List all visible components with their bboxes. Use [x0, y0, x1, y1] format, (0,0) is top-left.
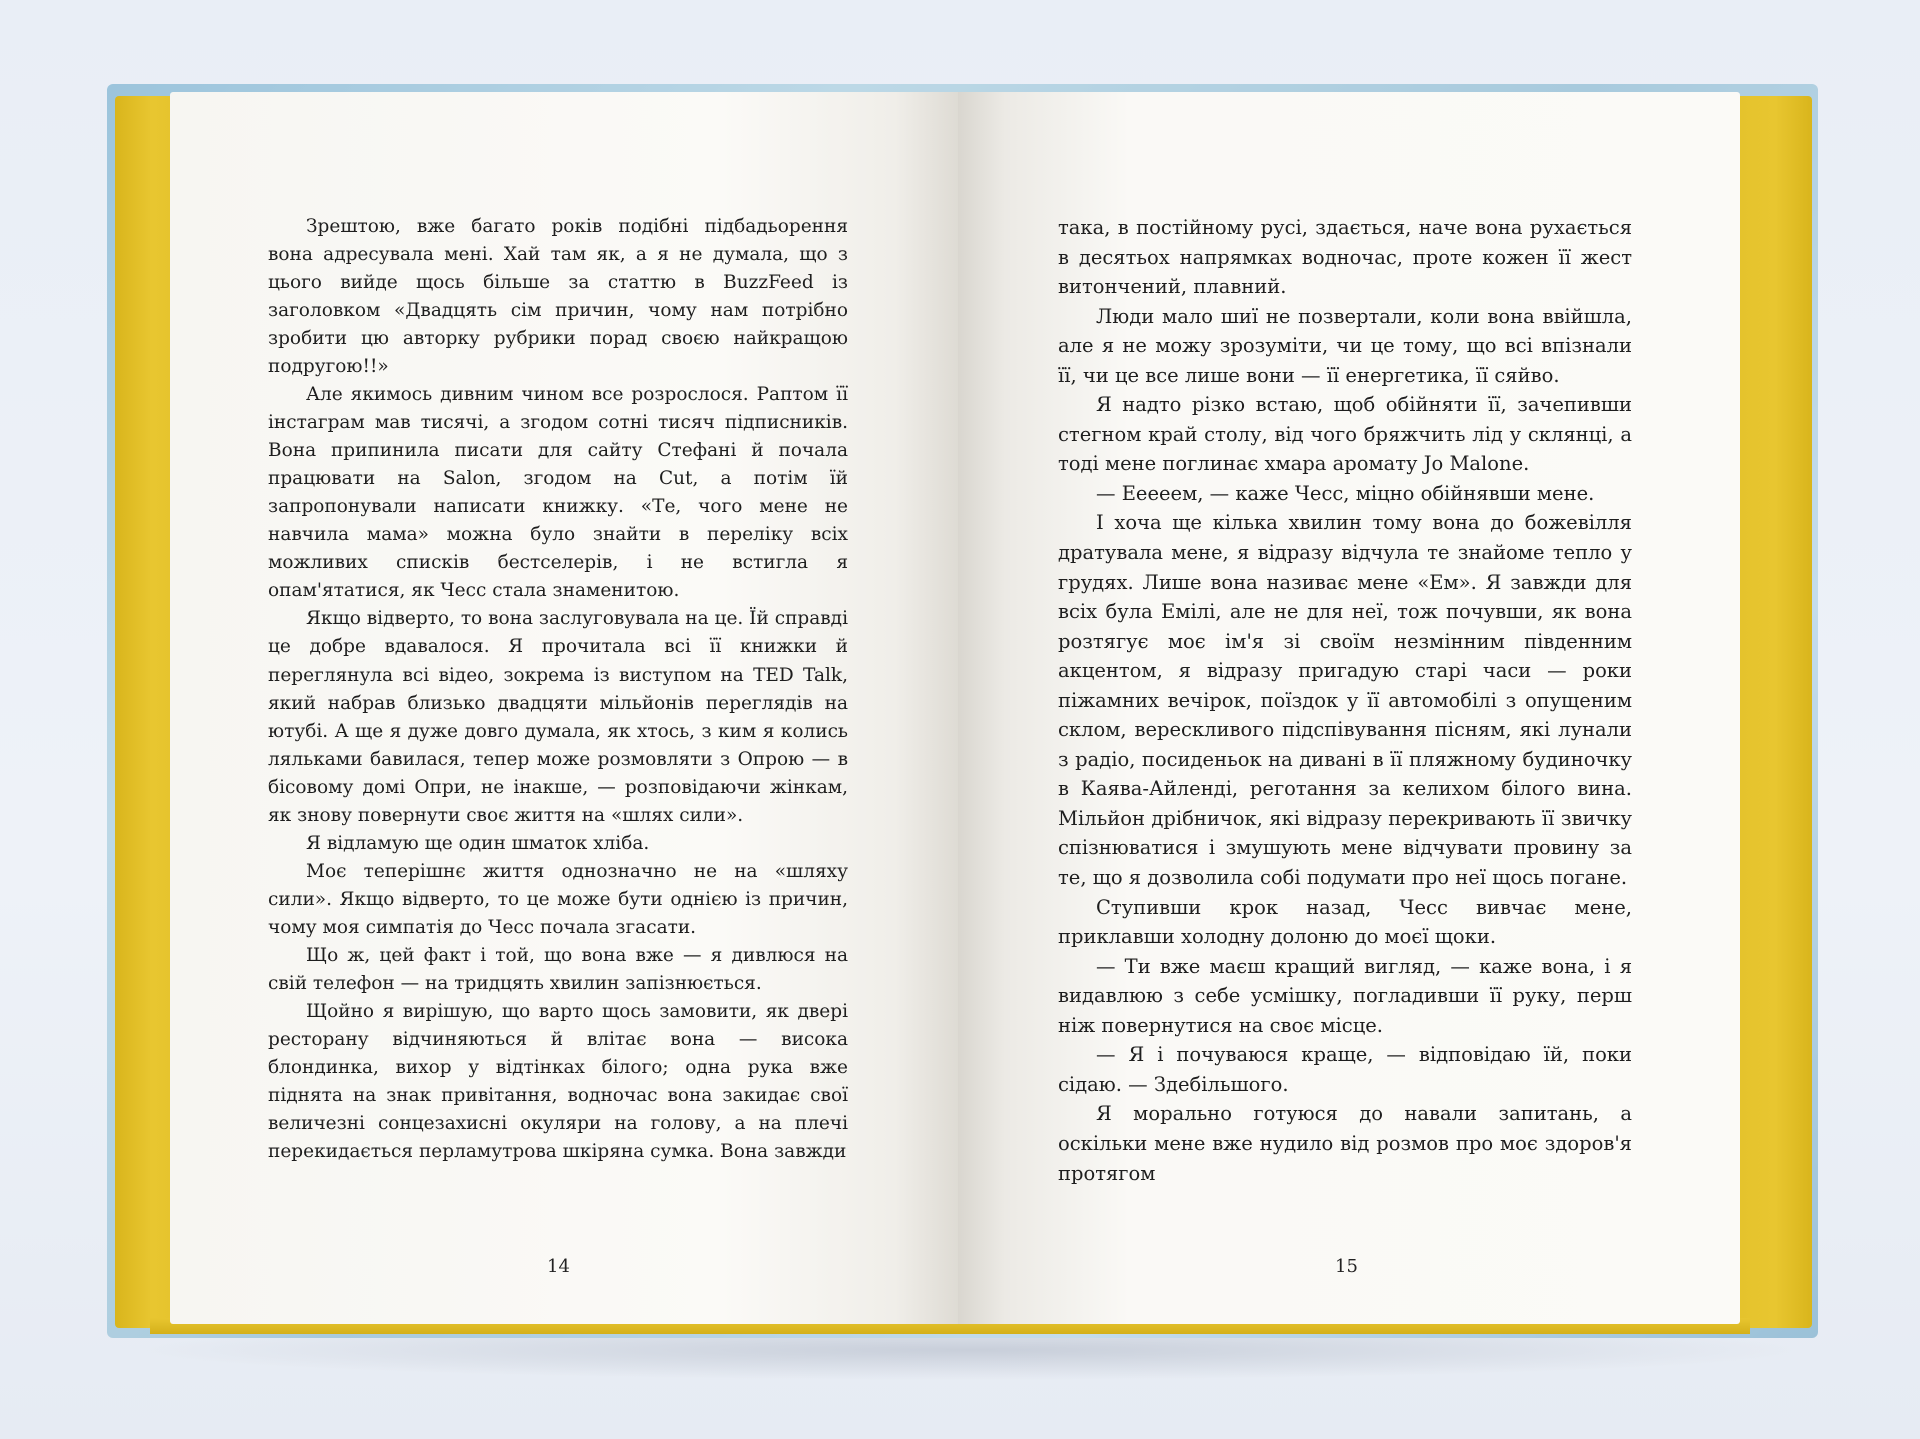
paragraph: Але якимось дивним чином все розрослося. Раптом її інстаграм мав тисячі, а згодом сотні тисяч підписників. Вона припинила писати для сайту Стефані й почала працювати на Salon, згодом на Cut, а потім їй запропонували написати книжку. «Те, чого мене не навчила мама» можна було знайти в переліку всіх можливих списків бестселерів, і не встигла я опам'ятатися, як Чесс стала знаменитою.: [268, 384, 848, 602]
paragraph: Люди мало шиї не позвертали, коли вона ввійшла, але я не можу зрозуміти, чи це тому, що всі впізнали її, чи це все лише вони — її енергетика, її сяйво.: [1058, 304, 1632, 387]
paragraph: Щойно я вирішую, що варто щось замовити, як двері ресторану відчиняються й влітає вона — висока блондинка, вихор у відтінках білого; одна рука вже піднята на знак привітання, водночас вона закидає свої величезні сонцезахисні окуляри на голову, а на плечі перекидається перламутрова шкіряна сумка. Вона завжди: [268, 1000, 848, 1163]
paragraph: — Ти вже маєш кращий вигляд, — каже вона, і я видавлюю з себе усмішку, погладивши її руку, перш ніж повернутися на своє місце.: [1058, 954, 1632, 1037]
paragraph: — Ееееем, — каже Чесс, міцно обійнявши мене.: [1096, 481, 1595, 505]
paragraph: Я відламую ще один шматок хліба.: [306, 832, 650, 854]
left-page-text: [268, 213, 848, 1166]
paragraph: Зрештою, вже багато років подібні підбадьорення вона адресувала мені. Хай там як, а я не думала, що з цього вийде щось більше за статтю в BuzzFeed із заголовком «Двадцять сім причин, чому нам потрібно зробити цю авторку рубрики порад своєю найкращою подругою!!»: [268, 216, 848, 378]
page-number-right: 15: [1335, 1256, 1358, 1277]
paragraph: така, в постійному русі, здається, наче вона рухається в десятьох напрямках водночас, проте кожен її жест витончений, плавний.: [1058, 216, 1632, 299]
paragraph: — Я і почуваюся краще, — відповідаю їй, поки сідаю. — Здебільшого.: [1058, 1043, 1632, 1096]
paragraph: Що ж, цей факт і той, що вона вже — я дивлюся на свій телефон — на тридцять хвилин запізнюється.: [268, 944, 848, 994]
paragraph: Моє теперішнє життя однозначно не на «шляху сили». Якщо відверто, то це може бути однією із причин, чому моя симпатія до Чесс почала згасати.: [268, 860, 848, 938]
right-page-text: [1058, 213, 1632, 1188]
page-number-left: 14: [547, 1256, 570, 1277]
paragraph: Я надто різко встаю, щоб обійняти її, зачепивши стегном край столу, від чого бряжчить лід у склянці, а тоді мене поглинає хмара аромату Jo Malone.: [1058, 393, 1632, 476]
paragraph: Якщо відверто, то вона заслуговувала на це. Їй справді це добре вдавалося. Я прочитала всі її книжки й переглянула всі відео, зокрема із виступом на TED Talk, який набрав близько двадцяти мільйонів переглядів на ютубі. А ще я дуже довго думала, як хтось, з ким я колись ляльками бавилася, тепер може розмовляти з Опрою — в бісовому домі Опри, не інакше, — розповідаючи жінкам, як знову повернути своє життя на «шлях сили».: [268, 608, 848, 826]
paragraph: І хоча ще кілька хвилин тому вона до божевілля дратувала мене, я відразу відчула те знайоме тепло у грудях. Лише вона називає мене «Ем». Я завжди для всіх була Емілі, але не для неї, тож почувши, як вона розтягує моє ім'я зі своїм незмінним південним акцентом, я відразу пригадую старі часи — роки піжамних вечірок, поїздок у її автомобілі з опущеним склом, верескливого підспівування пісням, які лунали з радіо, посиденьок на дивані в її пляжному будиночку в Каява-Айленді, реготання за келихом білого вина. Мільйон дрібничок, які відразу перекривають її звичку спізнюватися і змушують мене відчувати провину за те, що я дозволила собі подумати про неї щось погане.: [1058, 511, 1632, 890]
paragraph: Ступивши крок назад, Чесс вивчає мене, приклавши холодну долоню до моєї щоки.: [1058, 895, 1632, 949]
paragraph: Я морально готуюся до навали запитань, а оскільки мене вже нудило від розмов про моє здоров'я протягом: [1058, 1102, 1632, 1185]
